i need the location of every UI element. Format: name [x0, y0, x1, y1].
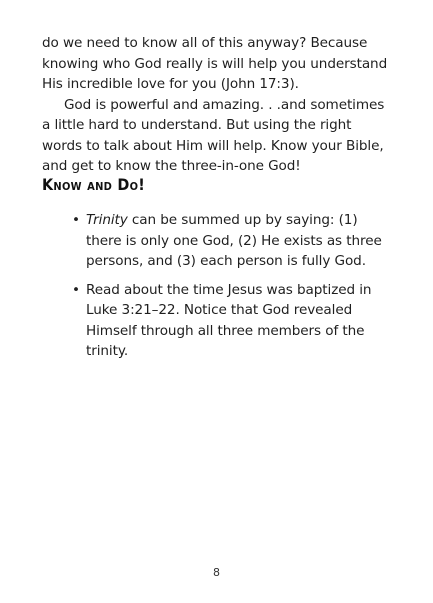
bullet-list	[72, 210, 394, 370]
section-heading: Know and Do!	[42, 175, 146, 194]
bullet-text: can be summed up by saying: (1) there is only one God, (2) He exists as three persons, and (3) each person is fully God.	[86, 212, 382, 269]
intro-paragraph: do we need to know all of this anyway? Because knowing who God really is will help you understand His incredible love for you (John 17:3).	[42, 35, 388, 92]
list-item	[72, 280, 394, 362]
bullet-icon: •	[72, 281, 80, 298]
bullet-text: Read about the time Jesus was baptized in Luke 3:21–22. Notice that God revealed Himself through all three members of the trinity.	[86, 281, 372, 359]
page-number: 8	[213, 566, 220, 579]
intro-text	[42, 33, 394, 177]
emphasis-term: Trinity	[86, 212, 128, 228]
bullet-icon: •	[72, 212, 80, 228]
list-item	[72, 210, 394, 272]
intro-paragraph: God is powerful and amazing. . .and sometimes a little hard to understand. But using the right words to talk about Him will help. Know your Bible, and get to know the three-in-one God!	[42, 96, 385, 174]
